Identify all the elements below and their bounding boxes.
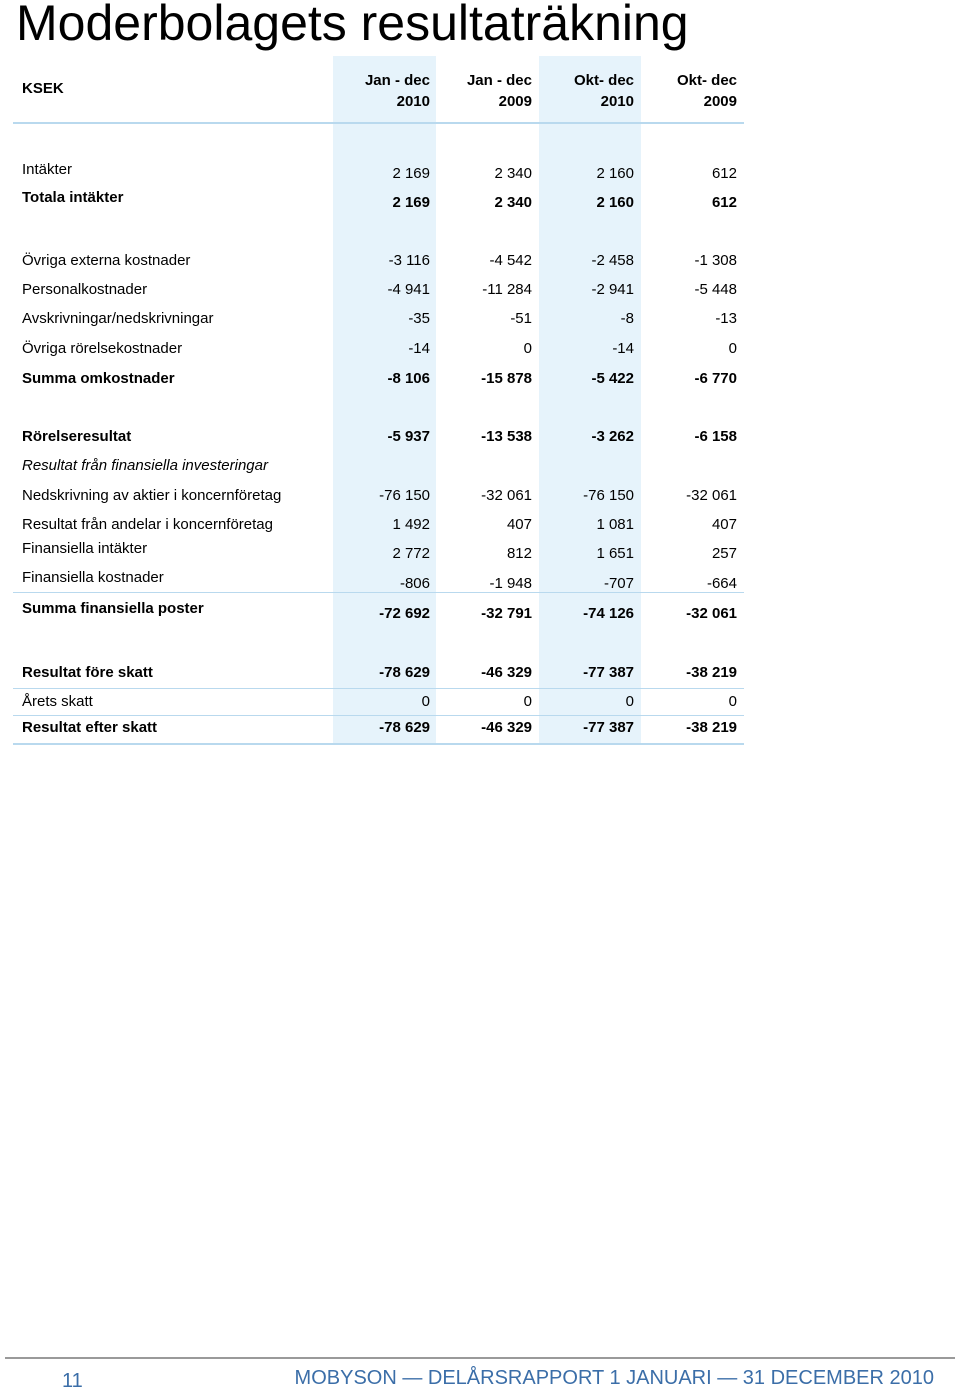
column-header-2: Jan - dec 2009	[466, 72, 532, 110]
cell: 0	[728, 340, 737, 357]
row-label: Avskrivningar/nedskrivningar	[22, 310, 214, 327]
subtotal-rule	[13, 592, 744, 593]
cell: 812	[506, 545, 532, 562]
cell: 2 160	[596, 165, 634, 182]
cell: -51	[510, 310, 532, 327]
page-number: 11	[62, 1370, 83, 1392]
row-label: Summa finansiella poster	[22, 600, 204, 617]
cell: 257	[711, 545, 737, 562]
cell: 0	[728, 693, 737, 710]
row-label: Resultat före skatt	[22, 664, 153, 681]
cell: -707	[603, 575, 634, 592]
row-label: Årets skatt	[22, 693, 93, 710]
cell: -14	[612, 340, 634, 357]
column-header-4: Okt- dec 2009	[676, 72, 737, 110]
cell: -3 116	[388, 252, 430, 269]
tax-rule-bottom	[13, 715, 744, 716]
cell: 407	[711, 516, 737, 533]
cell: -1 948	[489, 575, 532, 592]
cell: 2 340	[494, 194, 532, 211]
cell: 2 340	[494, 165, 532, 182]
table-row	[0, 281, 760, 303]
table-row	[0, 719, 760, 741]
table-row	[0, 161, 760, 183]
cell: -13	[715, 310, 737, 327]
unit-label: KSEK	[22, 80, 64, 97]
cell: -32 061	[481, 487, 532, 504]
row-label: Övriga externa kostnader	[22, 252, 191, 269]
column-header-3: Okt- dec 2010	[573, 72, 634, 110]
row-label: Totala intäkter	[22, 189, 124, 206]
cell: -3 262	[591, 428, 634, 445]
table-bottom-rule	[13, 743, 744, 745]
row-label: Summa omkostnader	[22, 370, 175, 387]
cell: 0	[523, 693, 532, 710]
cell: 407	[506, 516, 532, 533]
cell: 0	[523, 340, 532, 357]
row-label: Rörelseresultat	[22, 428, 132, 445]
cell: 2 772	[392, 545, 430, 562]
cell: 1 651	[596, 545, 634, 562]
cell: -78 629	[379, 719, 430, 736]
row-label: Finansiella kostnader	[22, 569, 164, 586]
cell: -38 219	[686, 664, 737, 681]
cell: -1 308	[694, 252, 737, 269]
cell: -5 937	[387, 428, 430, 445]
cell: -11 284	[482, 281, 532, 298]
column-header-1: Jan - dec 2010	[364, 72, 430, 110]
cell: -664	[706, 575, 737, 592]
table-row	[0, 428, 760, 450]
cell: -15 878	[481, 370, 532, 387]
row-label: Övriga rörelsekostnader	[22, 340, 183, 357]
cell: -6 158	[694, 428, 737, 445]
table-row	[0, 540, 760, 562]
table-row	[0, 189, 760, 211]
row-label: Nedskrivning av aktier i koncernföretag	[22, 487, 282, 504]
header-rule	[13, 122, 744, 124]
cell: 612	[711, 194, 737, 211]
cell: -46 329	[481, 664, 532, 681]
cell: -14	[408, 340, 430, 357]
cell: -77 387	[583, 719, 634, 736]
column-highlight-1	[333, 56, 436, 744]
cell: -4 542	[489, 252, 532, 269]
row-label: Resultat från andelar i koncernföretag	[22, 516, 273, 533]
table-row	[0, 252, 760, 274]
cell: -32 061	[686, 605, 737, 622]
cell: 1 492	[392, 516, 430, 533]
page-title: Moderbolagets resultaträkning	[16, 0, 689, 51]
cell: -35	[408, 310, 430, 327]
table-row	[0, 693, 760, 715]
table-row	[0, 340, 760, 362]
table-row	[0, 310, 760, 332]
cell: -38 219	[686, 719, 737, 736]
tax-rule-top	[13, 688, 744, 689]
cell: 0	[625, 693, 634, 710]
row-label: Intäkter	[22, 161, 73, 178]
cell: -77 387	[583, 664, 634, 681]
cell: 0	[421, 693, 430, 710]
row-label: Finansiella intäkter	[22, 540, 148, 557]
cell: -2 458	[591, 252, 634, 269]
cell: -74 126	[583, 605, 634, 622]
cell: -46 329	[481, 719, 532, 736]
cell: -78 629	[379, 664, 430, 681]
cell: -8	[620, 310, 634, 327]
cell: -2 941	[591, 281, 634, 298]
table-row	[0, 370, 760, 392]
column-highlight-3	[539, 56, 641, 744]
table-row	[0, 600, 760, 622]
cell: -6 770	[694, 370, 737, 387]
cell: -5 448	[694, 281, 737, 298]
cell: 2 169	[392, 165, 430, 182]
cell: -76 150	[583, 487, 634, 504]
cell: -806	[399, 575, 430, 592]
cell: -32 791	[481, 605, 532, 622]
cell: 612	[711, 165, 737, 182]
row-label: Resultat från finansiella investeringar	[22, 457, 268, 474]
footer-text: MOBYSON — DELÅRSRAPPORT 1 JANUARI — 31 DECEMBER 2010	[294, 1367, 934, 1389]
cell: 2 169	[392, 194, 430, 211]
cell: 1 081	[596, 516, 634, 533]
cell: -72 692	[379, 605, 430, 622]
row-label: Personalkostnader	[22, 281, 148, 298]
footer-divider	[5, 1357, 955, 1359]
cell: -8 106	[387, 370, 430, 387]
cell: -4 941	[387, 281, 430, 298]
cell: -32 061	[686, 487, 737, 504]
table-row	[0, 516, 760, 538]
cell: -76 150	[379, 487, 430, 504]
table-row	[0, 487, 760, 509]
table-row	[0, 569, 760, 591]
cell: -5 422	[591, 370, 634, 387]
cell: -13 538	[481, 428, 532, 445]
table-row	[0, 457, 760, 479]
cell: 2 160	[596, 194, 634, 211]
row-label: Resultat efter skatt	[22, 719, 158, 736]
table-row	[0, 664, 760, 686]
